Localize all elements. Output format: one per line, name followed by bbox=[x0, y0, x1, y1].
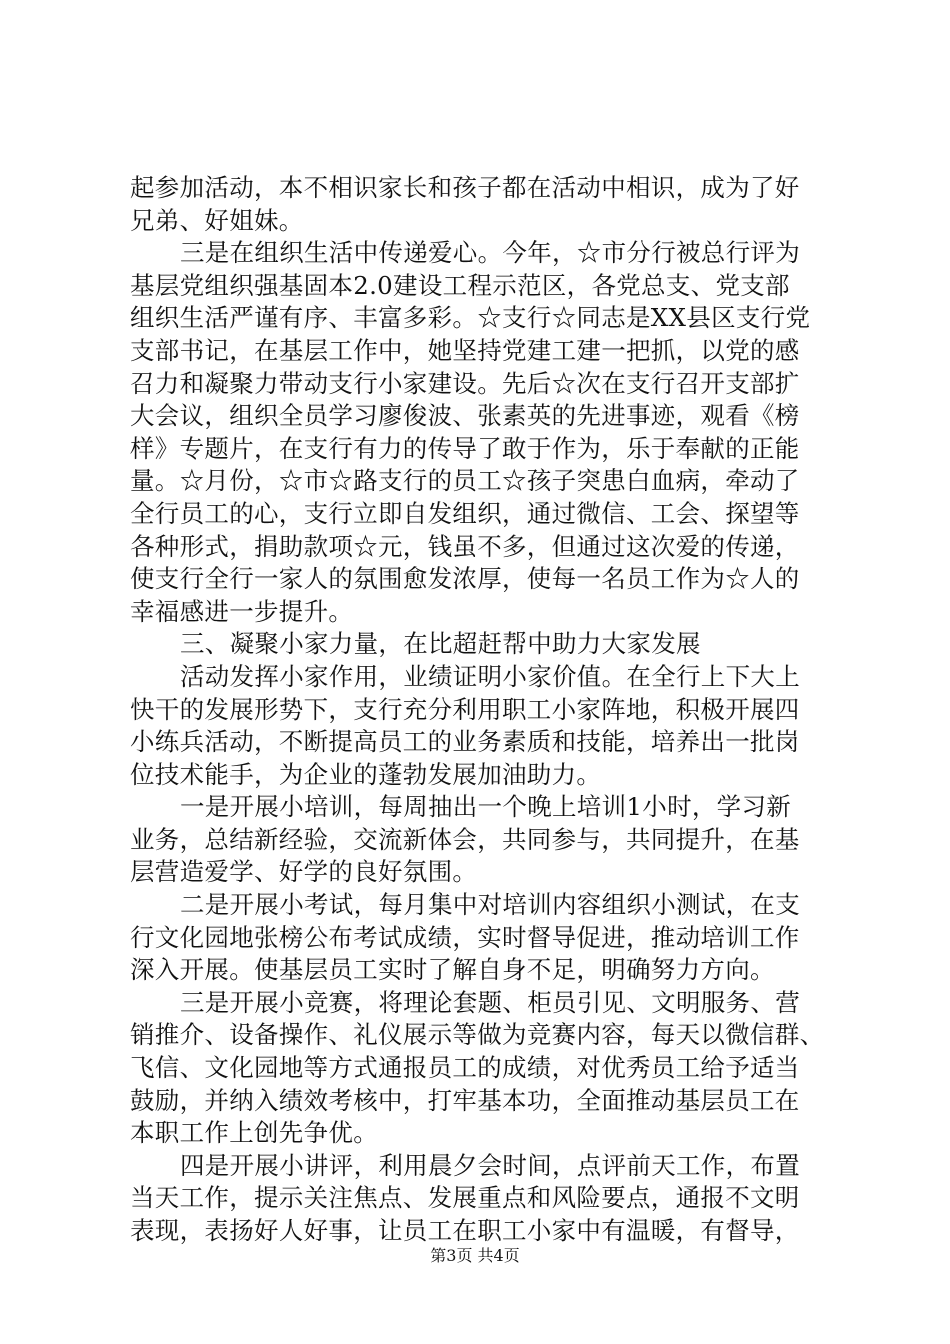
text-line: 召力和凝聚力带动支行小家建设。先后☆次在支行召开支部扩 bbox=[130, 368, 800, 398]
text-line: 一是开展小培训，每周抽出一个晚上培训1小时，学习新 bbox=[180, 792, 792, 822]
text-line: 各种形式，捐助款项☆元，钱虽不多，但通过这次爱的传递， bbox=[130, 531, 800, 561]
text-line: 行文化园地张榜公布考试成绩，实时督导促进，推动培训工作 bbox=[130, 922, 800, 952]
text-line: 飞信、文化园地等方式通报员工的成绩，对优秀员工给予适当 bbox=[130, 1053, 800, 1083]
text-line: 当天工作，提示关注焦点、发展重点和风险要点，通报不文明 bbox=[130, 1183, 800, 1213]
text-line: 深入开展。使基层员工实时了解自身不足，明确努力方向。 bbox=[130, 955, 775, 985]
paragraph bbox=[130, 889, 830, 987]
text-line: 表现，表扬好人好事，让员工在职工小家中有温暖，有督导， bbox=[130, 1216, 800, 1245]
text-line: 小练兵活动，不断提高员工的业务素质和技能，培养出一批岗 bbox=[130, 727, 800, 757]
text-line: 大会议，组织全员学习廖俊波、张素英的先进事迹，观看《榜 bbox=[130, 401, 800, 431]
paragraph bbox=[130, 628, 830, 661]
text-line: 二是开展小考试，每月集中对培训内容组织小测试，在支 bbox=[180, 890, 800, 920]
text-line: 业务，总结新经验，交流新体会，共同参与，共同提升，在基 bbox=[130, 824, 800, 854]
text-line: 三是在组织生活中传递爱心。今年，☆市分行被总行评为 bbox=[180, 238, 800, 268]
text-line: 组织生活严谨有序、丰富多彩。☆支行☆同志是XX县区支行党 bbox=[130, 303, 811, 333]
text-line: 本职工作上创先争优。 bbox=[130, 1118, 378, 1148]
paragraph bbox=[130, 791, 830, 889]
paragraph bbox=[130, 172, 830, 237]
paragraph bbox=[130, 1150, 830, 1248]
paragraph bbox=[130, 661, 830, 791]
text-line: 兄弟、好姐妹。 bbox=[130, 205, 304, 235]
page-footer: 第3页 共4页 bbox=[430, 1246, 520, 1265]
text-line: 支部书记，在基层工作中，她坚持党建工建一把抓，以党的感 bbox=[130, 335, 800, 365]
text-line: 快干的发展形势下，支行充分利用职工小家阵地，积极开展四 bbox=[130, 694, 800, 724]
paragraph bbox=[130, 987, 830, 1150]
text-line: 活动发挥小家作用，业绩证明小家价值。在全行上下大上 bbox=[180, 661, 800, 691]
text-line: 位技术能手，为企业的蓬勃发展加油助力。 bbox=[130, 759, 602, 789]
text-line: 幸福感进一步提升。 bbox=[130, 596, 354, 626]
text-line: 销推介、设备操作、礼仪展示等做为竞赛内容，每天以微信群、 bbox=[130, 1020, 825, 1050]
text-line: 量。☆月份，☆市☆路支行的员工☆孩子突患白血病，牵动了 bbox=[130, 466, 800, 496]
text-line: 全行员工的心，支行立即自发组织，通过微信、工会、探望等 bbox=[130, 498, 800, 528]
text-line: 三、凝聚小家力量，在比超赶帮中助力大家发展 bbox=[180, 629, 701, 659]
text-line: 使支行全行一家人的氛围愈发浓厚，使每一名员工作为☆人的 bbox=[130, 564, 800, 594]
text-line: 样》专题片，在支行有力的传导了敢于作为，乐于奉献的正能 bbox=[130, 433, 800, 463]
document-body bbox=[130, 172, 830, 1248]
text-line: 鼓励，并纳入绩效考核中，打牢基本功，全面推动基层员工在 bbox=[130, 1085, 800, 1115]
text-line: 起参加活动，本不相识家长和孩子都在活动中相识，成为了好 bbox=[130, 173, 800, 202]
text-line: 四是开展小讲评，利用晨夕会时间，点评前天工作，布置 bbox=[180, 1150, 800, 1180]
text-line: 三是开展小竞赛，将理论套题、柜员引见、文明服务、营 bbox=[180, 987, 800, 1017]
text-line: 基层党组织强基固本2.0建设工程示范区，各党总支、党支部 bbox=[130, 270, 790, 300]
paragraph bbox=[130, 237, 830, 628]
text-line: 层营造爱学、好学的良好氛围。 bbox=[130, 857, 478, 887]
